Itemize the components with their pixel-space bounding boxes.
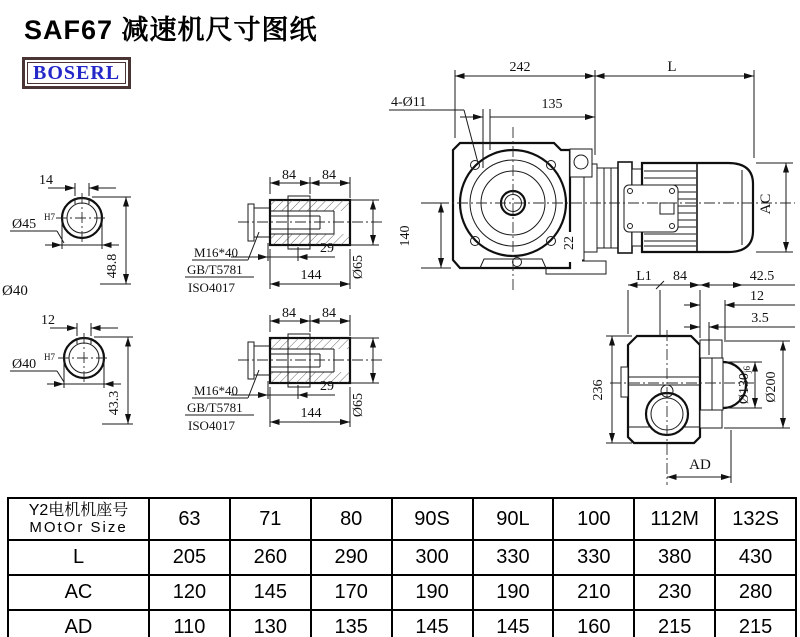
dim-L: L <box>667 59 677 75</box>
dim-sleeve-29-top: 29 <box>320 241 334 256</box>
table-row-AC <box>8 575 796 610</box>
dim-sleeve-84a-bottom: 84 <box>282 306 296 321</box>
dim-AC: AC <box>758 193 774 215</box>
dim-key-width-bottom: 12 <box>41 313 55 328</box>
cell-L-90s: 300 <box>392 540 473 575</box>
label-bolt-top: M16*40 <box>194 245 239 260</box>
col-112m: 112M <box>634 498 715 540</box>
view-sleeve-bottom <box>185 306 384 433</box>
dim-12-side: 12 <box>750 289 764 304</box>
col-132s: 132S <box>715 498 796 540</box>
cell-AC-90l: 190 <box>473 575 554 610</box>
dim-AD: AD <box>689 457 711 473</box>
view-side <box>591 269 795 485</box>
row-label-AC: AC <box>8 575 149 610</box>
view-front <box>389 59 795 290</box>
dim-holes: 4-Ø11 <box>391 95 427 110</box>
dim-bore-bottom: Ø40 <box>12 357 37 372</box>
cell-AC-80: 170 <box>311 575 392 610</box>
dim-84-side: 84 <box>673 269 687 284</box>
dim-sleeve-144-bottom: 144 <box>300 406 322 421</box>
header-motor-size-cn: Y2电机机座号 <box>28 501 129 519</box>
cell-AD-90s: 145 <box>392 610 473 637</box>
cell-L-90l: 330 <box>473 540 554 575</box>
motor-size-table <box>7 497 797 637</box>
cell-L-112m: 380 <box>634 540 715 575</box>
dim-bore-fit-top: H7 <box>44 212 55 222</box>
dim-3-5: 3.5 <box>751 311 769 326</box>
table-row-L <box>8 540 796 575</box>
label-bolt-bottom: M16*40 <box>194 383 239 398</box>
brand-logo: BOSERL <box>22 57 131 89</box>
dim-sleeve-dia-bottom: Ø65 <box>351 392 366 418</box>
dim-key-width-top: 14 <box>39 173 53 188</box>
dim-L1: L1 <box>636 269 652 284</box>
cell-AC-71: 145 <box>230 575 311 610</box>
dim-sleeve-144-top: 144 <box>300 268 322 283</box>
dim-bore-top: Ø45 <box>12 217 37 232</box>
label-iso-bottom: ISO4017 <box>188 418 235 433</box>
dim-pilot-dia: Ø130j6 <box>737 365 752 405</box>
cell-AC-132s: 280 <box>715 575 796 610</box>
cell-AD-132s: 215 <box>715 610 796 637</box>
dim-42-5: 42.5 <box>749 269 775 284</box>
label-iso-top: ISO4017 <box>188 280 235 295</box>
dim-flange-dia: Ø200 <box>764 371 779 403</box>
dim-bore-fit-bottom: H7 <box>44 352 55 362</box>
cell-L-100: 330 <box>553 540 634 575</box>
header-motor-size-en: MOtOr Size <box>29 518 128 536</box>
header-motor-size <box>8 498 149 540</box>
dim-bore-height-top: 48.8 <box>105 253 120 279</box>
col-71: 71 <box>230 498 311 540</box>
cell-AC-100: 210 <box>553 575 634 610</box>
col-90l: 90L <box>473 498 554 540</box>
cell-L-132s: 430 <box>715 540 796 575</box>
dim-140: 140 <box>398 225 413 247</box>
label-shaft-dia: Ø40 <box>2 283 28 299</box>
view-sleeve-top <box>185 168 384 295</box>
row-label-L: L <box>8 540 149 575</box>
dim-sleeve-29-bottom: 29 <box>320 379 334 394</box>
dim-135: 135 <box>541 97 563 112</box>
cell-AD-112m: 215 <box>634 610 715 637</box>
dim-242: 242 <box>509 60 531 75</box>
dim-sleeve-84b-bottom: 84 <box>322 306 336 321</box>
table-row-AD <box>8 610 796 637</box>
dim-gap-22: 22 <box>562 236 577 250</box>
dim-bore-height-bottom: 43.3 <box>107 390 122 416</box>
cell-AD-100: 160 <box>553 610 634 637</box>
col-80: 80 <box>311 498 392 540</box>
cell-AC-90s: 190 <box>392 575 473 610</box>
dim-sleeve-84b-top: 84 <box>322 168 336 183</box>
row-label-AD: AD <box>8 610 149 637</box>
dim-236: 236 <box>591 379 606 401</box>
cell-L-80: 290 <box>311 540 392 575</box>
page-title: SAF67 减速机尺寸图纸 <box>24 15 318 45</box>
cell-AD-63: 110 <box>149 610 230 637</box>
label-gb-top: GB/T5781 <box>187 262 243 277</box>
label-gb-bottom: GB/T5781 <box>187 400 243 415</box>
cell-AD-71: 130 <box>230 610 311 637</box>
cell-AC-112m: 230 <box>634 575 715 610</box>
table-header-row <box>8 498 796 540</box>
cell-L-71: 260 <box>230 540 311 575</box>
cell-L-63: 205 <box>149 540 230 575</box>
col-100: 100 <box>553 498 634 540</box>
view-shaft-bottom <box>10 313 133 424</box>
col-90s: 90S <box>392 498 473 540</box>
cell-AD-90l: 145 <box>473 610 554 637</box>
cell-AD-80: 135 <box>311 610 392 637</box>
view-shaft-top <box>2 173 131 299</box>
cell-AC-63: 120 <box>149 575 230 610</box>
col-63: 63 <box>149 498 230 540</box>
dim-sleeve-84a-top: 84 <box>282 168 296 183</box>
dim-sleeve-dia-top: Ø65 <box>351 254 366 280</box>
